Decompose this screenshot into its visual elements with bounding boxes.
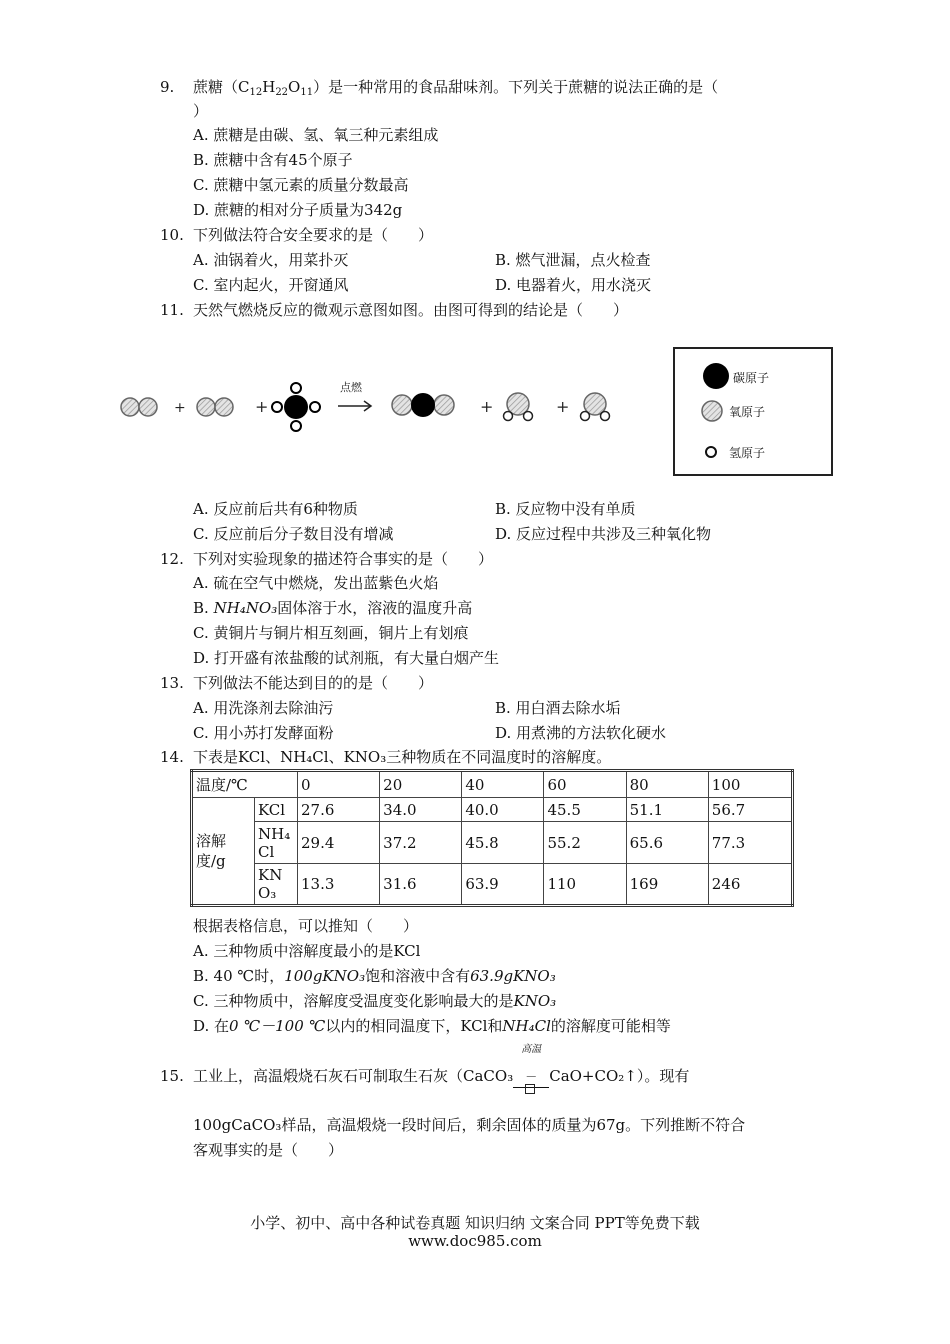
q9-stem: 蔗糖$(C_{12}H_{22}O_{11})$是一种常用的食品甜味剂。下列关于蔗糖的说法正确的是（: [193, 78, 719, 98]
plus-sign: +: [556, 397, 570, 416]
table-cell: 40.0: [462, 798, 544, 822]
q10-option-b: B. 燃气泄漏，点火检查: [495, 251, 651, 269]
oxygen-atom-icon: [702, 401, 722, 421]
q13-number: 13.: [160, 674, 184, 692]
legend-oxygen-label: 氧原子: [729, 405, 766, 419]
solubility-table: [190, 769, 794, 907]
q12-option-a: A. 硫在空气中燃烧，发出蓝紫色火焰: [193, 574, 439, 592]
temp-cell: 80: [626, 771, 708, 798]
temp-header: 温度/℃: [192, 771, 298, 798]
temp-cell: 100: [708, 771, 792, 798]
table-cell: 55.2: [544, 822, 626, 864]
table-cell: 31.6: [380, 864, 462, 906]
q14-option-c: C. 三种物质中，溶解度受温度变化影响最大的是KNO₃: [193, 992, 557, 1010]
q13-option-c: C. 用小苏打发酵面粉: [193, 724, 334, 742]
table-cell: 51.1: [626, 798, 708, 822]
q11-number: 11.: [160, 301, 184, 319]
plus-sign: +: [480, 397, 494, 416]
legend-carbon-label: 碳原子: [733, 371, 770, 385]
reaction-condition: 高温 －: [513, 1066, 549, 1088]
legend-hydrogen-label: 氢原子: [729, 446, 766, 460]
plus-sign: +: [255, 397, 269, 416]
q9-option-b: B. 蔗糖中含有45个原子: [193, 151, 353, 169]
q11-option-a: A. 反应前后共有6种物质: [193, 500, 358, 518]
temp-cell: 20: [380, 771, 462, 798]
q13-stem: 下列做法不能达到目的的是（ ）: [193, 674, 434, 692]
q12-option-b: B. NH₄NO₃固体溶于水，溶液的温度升高: [193, 599, 473, 617]
q15-line3: 客观事实的是（ ）: [193, 1141, 344, 1159]
temp-cell: 40: [462, 771, 544, 798]
table-cell: 246: [708, 864, 792, 906]
substance-name: KNO₃: [255, 864, 298, 906]
table-cell: 13.3: [298, 864, 380, 906]
table-cell: 65.6: [626, 822, 708, 864]
table-cell: 29.4: [298, 822, 380, 864]
reaction-diagram: [110, 370, 630, 440]
table-cell: 56.7: [708, 798, 792, 822]
q12-option-c: C. 黄铜片与铜片相互刻画，铜片上有划痕: [193, 624, 469, 642]
q15-line2: 100gCaCO₃样品，高温煅烧一段时间后，剩余固体的质量为67g。下列推断不符合: [193, 1116, 746, 1134]
q10-number: 10.: [160, 226, 184, 244]
table-cell: 37.2: [380, 822, 462, 864]
water-molecule-2: [581, 393, 610, 421]
substance-name: KCl: [255, 798, 298, 822]
table-cell: 63.9: [462, 864, 544, 906]
q14-option-b: B. 40 ℃时，100gKNO₃饱和溶液中含有63.9gKNO₃: [193, 967, 556, 985]
table-cell: 27.6: [298, 798, 380, 822]
footer-url[interactable]: www.doc985.com: [408, 1232, 542, 1250]
q12-stem: 下列对实验现象的描述符合事实的是（ ）: [193, 550, 494, 568]
table-cell: 34.0: [380, 798, 462, 822]
table-header-row: [192, 771, 793, 798]
atom-legend: [673, 347, 833, 476]
q11-option-d: D. 反应过程中共涉及三种氧化物: [495, 525, 712, 543]
q11-stem: 天然气燃烧反应的微观示意图如图。由图可得到的结论是（ ）: [193, 301, 629, 319]
table-cell: 77.3: [708, 822, 792, 864]
q10-stem: 下列做法符合安全要求的是（ ）: [193, 226, 434, 244]
q12-formula: NH₄NO₃: [213, 599, 278, 617]
q9-number: 9.: [160, 78, 175, 96]
table-cell: 45.5: [544, 798, 626, 822]
q10-option-a: A. 油锅着火，用菜扑灭: [193, 251, 349, 269]
footer-text: 小学、初中、高中各种试卷真题 知识归纳 文案合同 PPT等免费下载: [250, 1214, 700, 1232]
oxygen-molecule-2: [197, 398, 233, 416]
q11-option-b: B. 反应物中没有单质: [495, 500, 636, 518]
q15-number: 15.: [160, 1067, 184, 1085]
hydrogen-atom-icon: [706, 447, 716, 457]
water-molecule-1: [504, 393, 533, 421]
methane-molecule: [272, 383, 320, 431]
q15-stem: 工业上，高温煅烧石灰石可制取生石灰（CaCO₃ 高温 － CaO+CO₂↑）。现有: [193, 1066, 689, 1088]
plus-sign: +: [174, 400, 186, 416]
oxygen-molecule-1: [121, 398, 157, 416]
substance-name: NH₄Cl: [255, 822, 298, 864]
q9-stem-close: ）: [193, 102, 209, 120]
q9-option-d: D. 蔗糖的相对分子质量为342g: [193, 201, 403, 219]
solubility-row-label: 溶解度/g: [192, 798, 255, 906]
q12-number: 12.: [160, 550, 184, 568]
q10-option-c: C. 室内起火，开窗通风: [193, 276, 349, 294]
q14-after-table: 根据表格信息，可以推知（ ）: [193, 917, 419, 935]
q12-option-d: D. 打开盛有浓盐酸的试剂瓶，有大量白烟产生: [193, 649, 500, 667]
temp-cell: 60: [544, 771, 626, 798]
q13-option-d: D. 用煮沸的方法软化硬水: [495, 724, 667, 742]
table-cell: 110: [544, 864, 626, 906]
arrow-label: 点燃: [340, 381, 362, 394]
q14-option-a: A. 三种物质中溶解度最小的是KCl: [193, 942, 421, 960]
q14-stem: 下表是KCl、NH₄Cl、KNO₃三种物质在不同温度时的溶解度。: [193, 748, 612, 766]
q13-option-b: B. 用白酒去除水垢: [495, 699, 621, 717]
q9-option-a: A. 蔗糖是由碳、氢、氧三种元素组成: [193, 126, 439, 144]
carbon-dioxide-molecule: [392, 393, 454, 417]
table-row-kno3: [192, 864, 793, 906]
q10-option-d: D. 电器着火，用水浇灭: [495, 276, 652, 294]
reaction-arrow: [338, 401, 371, 411]
q13-option-a: A. 用洗涤剂去除油污: [193, 699, 334, 717]
carbon-atom-icon: [703, 363, 729, 389]
temp-cell: 0: [298, 771, 380, 798]
q9-option-c: C. 蔗糖中氢元素的质量分数最高: [193, 176, 409, 194]
table-row-kcl: [192, 798, 793, 822]
q11-option-c: C. 反应前后分子数目没有增减: [193, 525, 394, 543]
table-cell: 45.8: [462, 822, 544, 864]
q14-option-d: D. 在0 ℃－100 ℃以内的相同温度下，KCl和NH₄Cl的溶解度可能相等: [193, 1017, 671, 1035]
q14-number: 14.: [160, 748, 184, 766]
table-row-nh4cl: [192, 822, 793, 864]
table-cell: 169: [626, 864, 708, 906]
